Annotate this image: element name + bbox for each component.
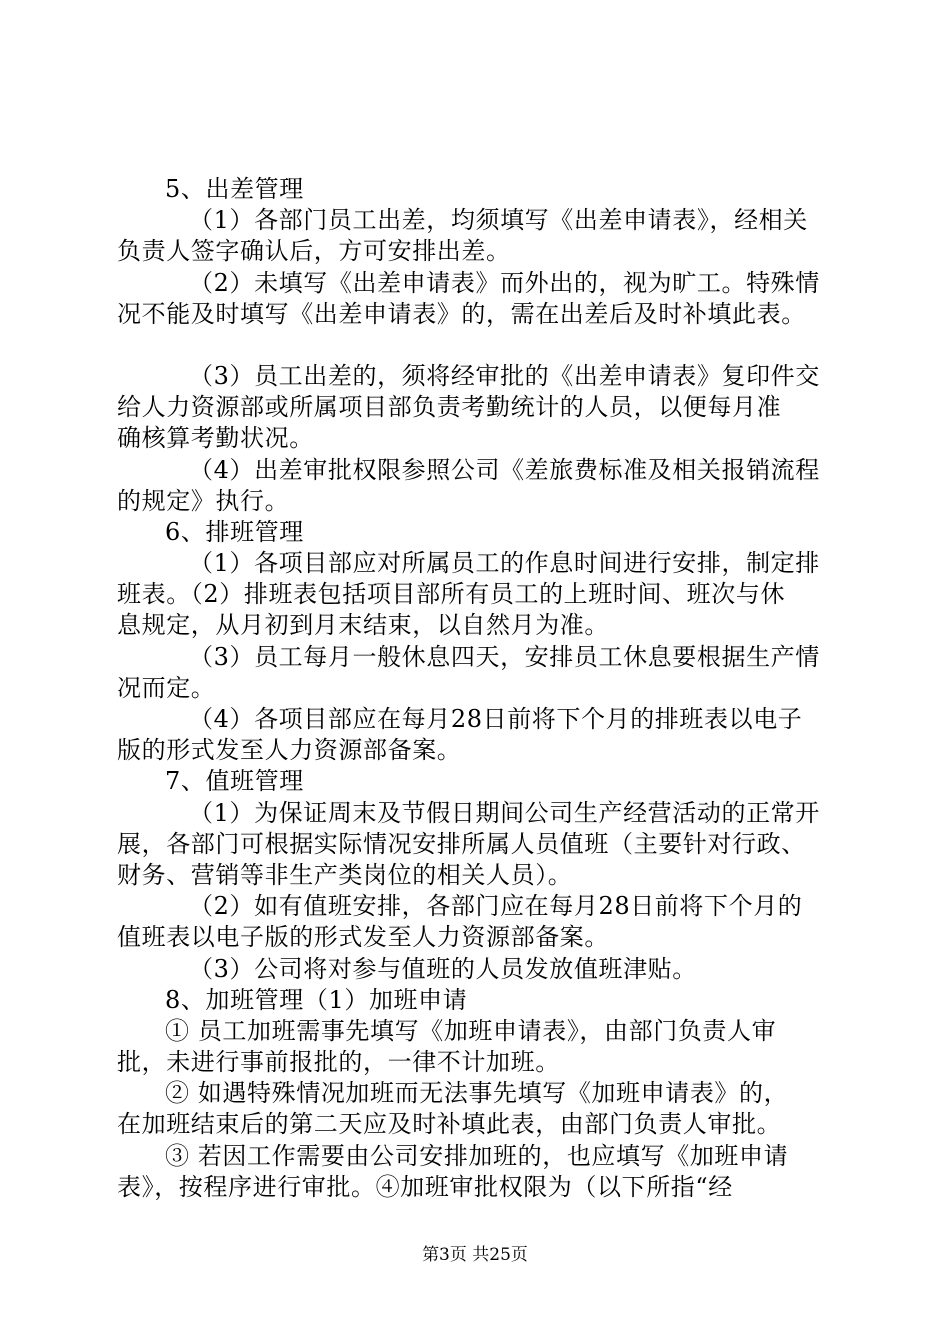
paragraph-line: （3）公司将对参与值班的人员发放值班津贴。 (189, 954, 697, 983)
paragraph-line: （2）未填写《出差申请表》而外出的，视为旷工。特殊情 (189, 268, 820, 297)
paragraph-line: ① 员工加班需事先填写《加班申请表》，由部门负责人审 (165, 1016, 777, 1045)
paragraph-line: （3）员工每月一般休息四天，安排员工休息要根据生产情 (189, 642, 820, 671)
paragraph-line: 息规定，从月初到月末结束，以自然月为准。 (117, 611, 609, 640)
paragraph-line: 班表。（2）排班表包括项目部所有员工的上班时间、班次与休 (117, 580, 786, 609)
paragraph-line: 的规定》执行。 (117, 486, 290, 515)
section-heading-7: 7、值班管理 (165, 767, 304, 796)
paragraph-line: 展，各部门可根据实际情况安排所属人员值班（主要针对行政、 (117, 829, 806, 858)
paragraph-line: （4）出差审批权限参照公司《差旅费标准及相关报销流程 (189, 455, 820, 484)
page-footer: 第3页 共25页 (422, 1245, 528, 1265)
paragraph-line: 况而定。 (117, 673, 216, 702)
paragraph-line: （1）各项目部应对所属员工的作息时间进行安排，制定排 (189, 549, 820, 578)
paragraph-line: （2）如有值班安排，各部门应在每月28日前将下个月的 (189, 892, 803, 921)
section-heading-8: 8、加班管理（1）加班申请 (165, 985, 468, 1014)
paragraph-line: （4）各项目部应在每月28日前将下个月的排班表以电子 (189, 705, 803, 733)
paragraph-line: 给人力资源部或所属项目部负责考勤统计的人员，以便每月准 (117, 393, 782, 422)
paragraph-line: 表》，按程序进行审批。④加班审批权限为（以下所指“经 (117, 1172, 733, 1201)
paragraph-line: 版的形式发至人力资源部备案。 (117, 736, 462, 765)
paragraph-line: 批，未进行事前报批的，一律不计加班。 (117, 1048, 560, 1077)
paragraph-line: 况不能及时填写《出差申请表》的，需在出差后及时补填此表。 (117, 299, 806, 328)
paragraph-line: 财务、营销等非生产类岗位的相关人员）。 (117, 860, 573, 889)
document-body (117, 174, 837, 1203)
paragraph-line: ③ 若因工作需要由公司安排加班的，也应填写《加班申请 (165, 1141, 789, 1170)
paragraph-line: （1）各部门员工出差，均须填写《出差申请表》，经相关 (189, 206, 808, 235)
paragraph-line: 确核算考勤状况。 (117, 424, 314, 453)
paragraph-line: 负责人签字确认后，方可安排出差。 (117, 237, 511, 266)
paragraph-line: 值班表以电子版的形式发至人力资源部备案。 (117, 923, 609, 952)
paragraph-line: （3）员工出差的，须将经审批的《出差申请表》复印件交 (189, 361, 820, 390)
paragraph-line: ② 如遇特殊情况加班而无法事先填写《加班申请表》的， (165, 1079, 789, 1108)
blank-line (117, 330, 837, 361)
paragraph-line: （1）为保证周末及节假日期间公司生产经营活动的正常开 (189, 798, 820, 827)
section-heading-6: 6、排班管理 (165, 517, 304, 546)
section-heading-5: 5、出差管理 (165, 175, 304, 203)
paragraph-line: 在加班结束后的第二天应及时补填此表，由部门负责人审批。 (117, 1110, 782, 1139)
